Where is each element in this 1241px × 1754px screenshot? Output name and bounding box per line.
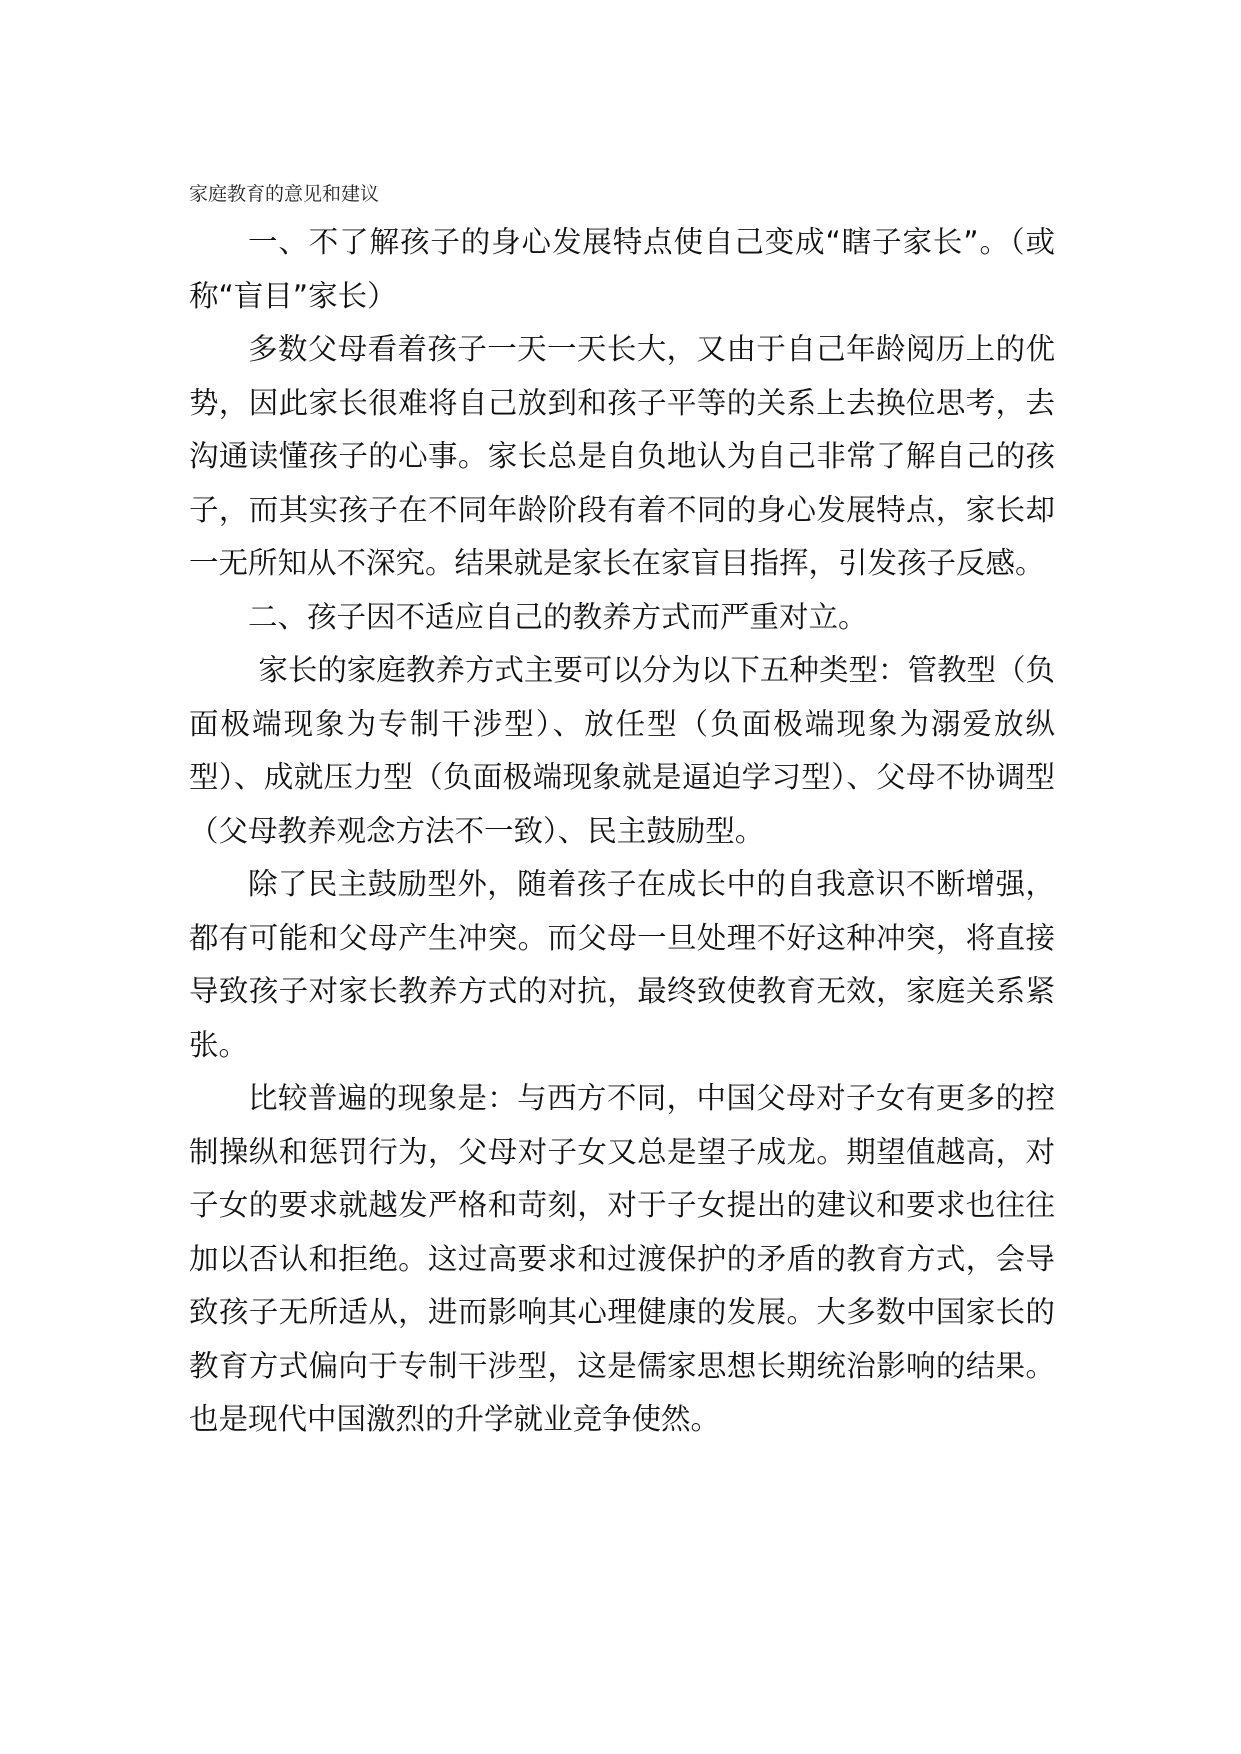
body-paragraph-3: 除了民主鼓励型外，随着孩子在成长中的自我意识不断增强，都有可能和父母产生冲突。而父母一旦处理不好这种冲突，将直接导致孩子对家长教养方式的对抗，最终致使教育无效，家庭关系紧张。: [189, 867, 1055, 1062]
section-heading-1: 一、不了解孩子的身心发展特点使自己变成“瞎子家长”。（或称“盲目”家长）: [189, 225, 1055, 313]
document-title: 家庭教育的意见和建议: [189, 183, 380, 205]
body-paragraph-1: 多数父母看着孩子一天一天长大，又由于自己年龄阅历上的优势，因此家长很难将自己放到和孩子平等的关系上去换位思考，去沟通读懂孩子的心事。家长总是自负地认为自己非常了解自己的孩子，而其实孩子在不同年龄阶段有着不同的身心发展特点，家长却一无所知从不深究。结果就是家长在家盲目指挥，引发孩子反感。: [189, 332, 1055, 580]
section-heading-2: 二、孩子因不适应自己的教养方式而严重对立。: [248, 599, 868, 634]
document-body: [189, 216, 1055, 1447]
body-paragraph-2: 家长的家庭教养方式主要可以分为以下五种类型：管教型（负面极端现象为专制干涉型）、放任型（负面极端现象为溺爱放纵型）、成就压力型（负面极端现象就是逼迫学习型）、父母不协调型（父母教养观念方法不一致）、民主鼓励型。: [189, 653, 1055, 848]
body-paragraph-4: 比较普遍的现象是：与西方不同，中国父母对子女有更多的控制操纵和惩罚行为，父母对子女又总是望子成龙。期望值越高，对子女的要求就越发严格和苛刻，对于子女提出的建议和要求也往往加以否认和拒绝。这过高要求和过渡保护的矛盾的教育方式，会导致孩子无所适从，进而影响其心理健康的发展。大多数中国家长的教育方式偏向于专制干涉型，这是儒家思想长期统治影响的结果。也是现代中国激烈的升学就业竞争使然。: [189, 1081, 1055, 1436]
